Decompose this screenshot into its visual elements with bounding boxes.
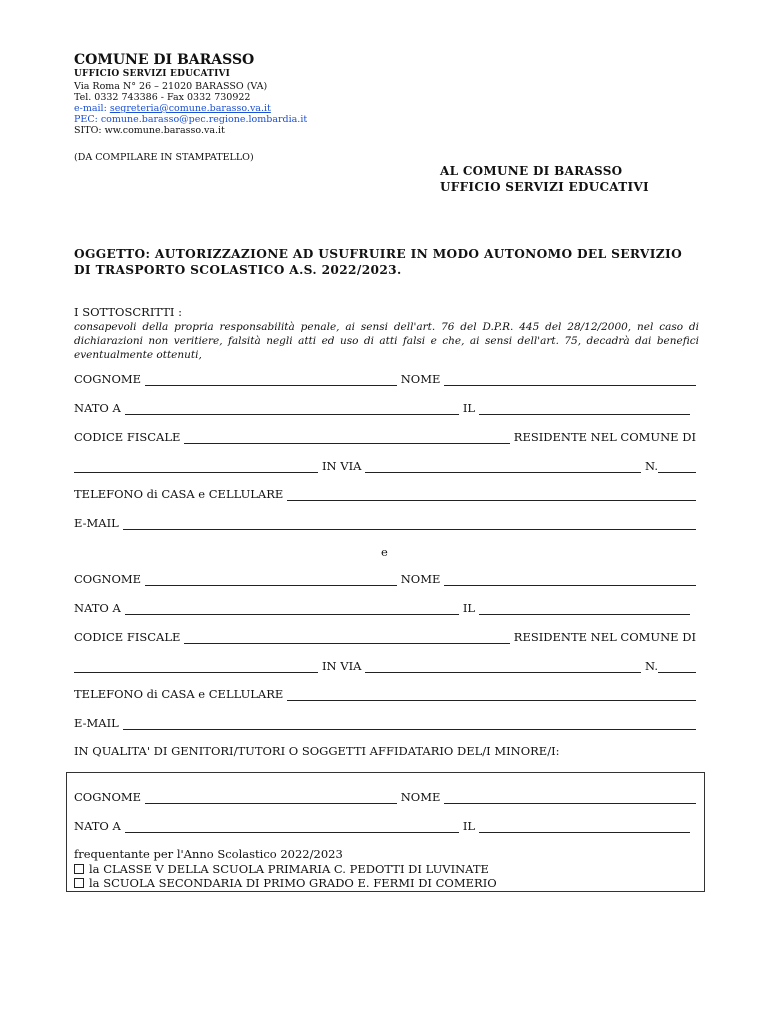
email-link[interactable]: segreteria@comune.barasso.va.it <box>109 103 271 114</box>
subject-line-1: OGGETTO: AUTORIZZAZIONE AD USUFRUIRE IN MODO AUTONOMO DEL SERVIZIO <box>74 247 683 261</box>
parent1-birth-row <box>74 401 690 415</box>
numero-field[interactable] <box>658 462 696 473</box>
site-line: SITO: ww.comune.barasso.va.it <box>74 125 225 136</box>
intro-text: consapevoli della propria responsabilità penale, ai sensi dell'art. 76 del D.P.R. 445 del 28/12/2000, nel caso di dichiarazioni non veritiere, falsità negli atti ed uso di atti falsi e che, ai sensi dell'art. 75, decadrà dai benefici eventualmente ottenuti, <box>74 321 699 361</box>
option-primaria-label: la CLASSE V DELLA SCUOLA PRIMARIA C. PEDOTTI DI LUVINATE <box>89 862 489 876</box>
address: Via Roma N° 26 – 21020 BARASSO (VA) <box>74 81 268 92</box>
email-label: e-mail: <box>74 103 110 114</box>
il-label: IL <box>462 819 475 833</box>
nome-label: NOME <box>400 790 441 804</box>
recipient-line-2: UFFICIO SERVIZI EDUCATIVI <box>440 180 649 194</box>
parent2-name-row <box>74 572 696 586</box>
cognome-field[interactable] <box>145 575 397 586</box>
birthdate-field[interactable] <box>479 822 690 833</box>
in-via-label: IN VIA <box>322 659 362 673</box>
recipient-line-1: AL COMUNE DI BARASSO <box>440 164 623 178</box>
codice-fiscale-field[interactable] <box>184 633 509 644</box>
email-label: E-MAIL <box>74 716 119 730</box>
nome-field[interactable] <box>444 375 696 386</box>
parent2-email-row <box>74 716 696 730</box>
nome-label: NOME <box>400 372 441 386</box>
email-label: E-MAIL <box>74 516 119 530</box>
comune-field[interactable] <box>74 462 318 473</box>
nato-a-label: NATO A <box>74 819 121 833</box>
via-field[interactable] <box>365 462 641 473</box>
birthdate-field[interactable] <box>479 404 690 415</box>
fill-note: (DA COMPILARE IN STAMPATELLO) <box>74 152 254 163</box>
codice-fiscale-field[interactable] <box>184 433 509 444</box>
birthplace-field[interactable] <box>125 822 459 833</box>
il-label: IL <box>462 401 475 415</box>
il-label: IL <box>462 601 475 615</box>
telefono-label: TELEFONO di CASA e CELLULARE <box>74 487 284 501</box>
cognome-label: COGNOME <box>74 790 142 804</box>
comune-field[interactable] <box>74 662 318 673</box>
phone: Tel. 0332 743386 - Fax 0332 730922 <box>74 92 251 103</box>
parent2-address-row <box>74 659 696 673</box>
via-field[interactable] <box>365 662 641 673</box>
cognome-field[interactable] <box>145 375 397 386</box>
checkbox-icon[interactable] <box>74 864 84 874</box>
numero-label: N. <box>645 459 658 473</box>
qualita-text: IN QUALITA' DI GENITORI/TUTORI O SOGGETTI AFFIDATARIO DEL/I MINORE/I: <box>74 744 560 758</box>
subject-line-2: DI TRASPORTO SCOLASTICO A.S. 2022/2023. <box>74 263 402 277</box>
in-via-label: IN VIA <box>322 459 362 473</box>
parent1-phone-row <box>74 487 696 501</box>
parent1-email-row <box>74 516 696 530</box>
nome-field[interactable] <box>444 793 696 804</box>
conjunction: e <box>381 545 388 559</box>
cognome-label: COGNOME <box>74 572 142 586</box>
birthplace-field[interactable] <box>125 404 459 415</box>
email-field[interactable] <box>123 519 696 530</box>
birthdate-field[interactable] <box>479 604 690 615</box>
parent1-address-row <box>74 459 696 473</box>
nome-field[interactable] <box>444 575 696 586</box>
telefono-field[interactable] <box>287 690 696 701</box>
parent2-birth-row <box>74 601 690 615</box>
parent1-cf-row <box>74 430 696 444</box>
option-secondaria-label: la SCUOLA SECONDARIA DI PRIMO GRADO E. FERMI DI COMERIO <box>89 876 497 890</box>
birthplace-field[interactable] <box>125 604 459 615</box>
email-line <box>74 103 271 114</box>
nato-a-label: NATO A <box>74 601 121 615</box>
office-name: UFFICIO SERVIZI EDUCATIVI <box>74 69 231 79</box>
org-name: COMUNE DI BARASSO <box>74 52 255 68</box>
numero-field[interactable] <box>658 662 696 673</box>
residente-label: RESIDENTE NEL COMUNE DI <box>513 630 696 644</box>
pec-line[interactable]: PEC: comune.barasso@pec.regione.lombardia.it <box>74 114 308 125</box>
cognome-field[interactable] <box>145 793 397 804</box>
numero-label: N. <box>645 659 658 673</box>
telefono-field[interactable] <box>287 490 696 501</box>
option-primaria[interactable] <box>74 862 489 876</box>
parent2-phone-row <box>74 687 696 701</box>
cognome-label: COGNOME <box>74 372 142 386</box>
telefono-label: TELEFONO di CASA e CELLULARE <box>74 687 284 701</box>
nome-label: NOME <box>400 572 441 586</box>
frequentante-text: frequentante per l'Anno Scolastico 2022/2023 <box>74 847 343 861</box>
parent1-name-row <box>74 372 696 386</box>
codice-fiscale-label: CODICE FISCALE <box>74 630 181 644</box>
codice-fiscale-label: CODICE FISCALE <box>74 430 181 444</box>
option-secondaria[interactable] <box>74 876 497 890</box>
minor-name-row <box>74 790 696 804</box>
nato-a-label: NATO A <box>74 401 121 415</box>
parent2-cf-row <box>74 630 696 644</box>
checkbox-icon[interactable] <box>74 878 84 888</box>
intro-title: I SOTTOSCRITTI : <box>74 305 182 319</box>
residente-label: RESIDENTE NEL COMUNE DI <box>513 430 696 444</box>
email-field[interactable] <box>123 719 696 730</box>
minor-birth-row <box>74 819 690 833</box>
